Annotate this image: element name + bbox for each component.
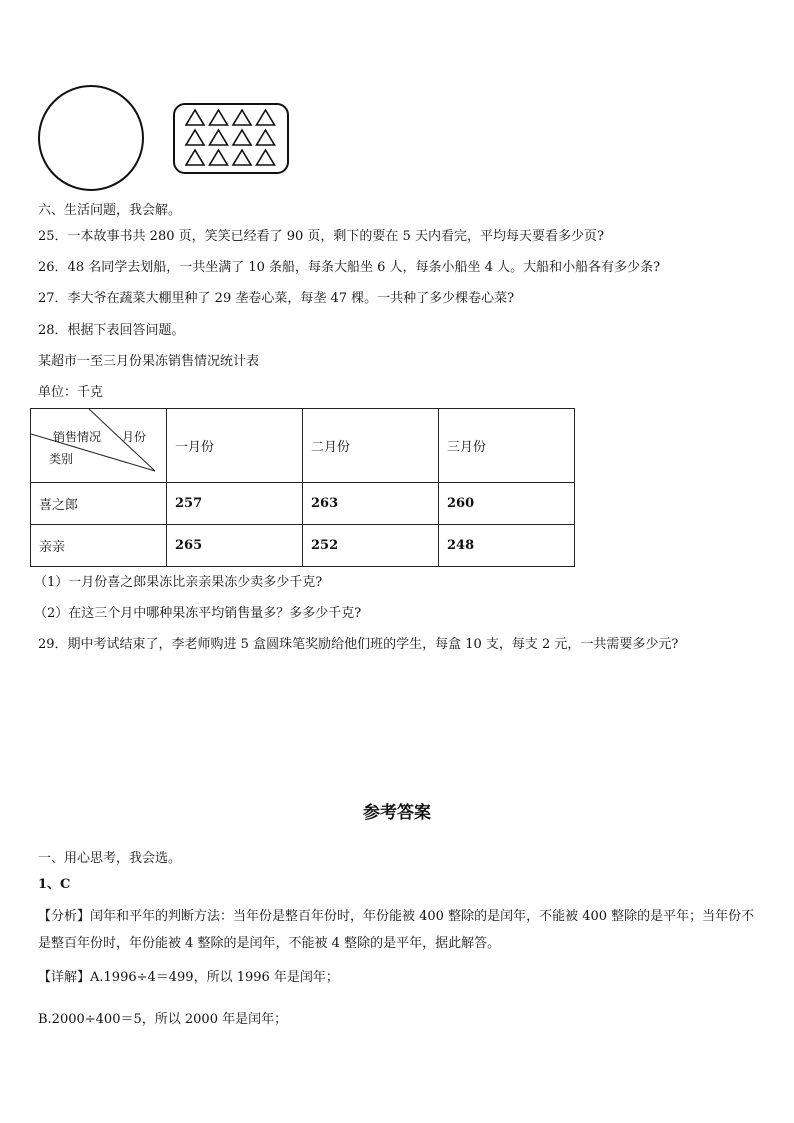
answers-section1-heading: 一、用心思考，我会选。 (38, 851, 182, 866)
triangle-shape (257, 150, 275, 165)
answers-title: 参考答案 (363, 803, 431, 823)
row-name-xizhilang: 喜之郎 (31, 483, 167, 525)
triangle-shape (186, 130, 204, 145)
question-29: 29．期中考试结束了，李老师购进 5 盒圆珠笔奖励给他们班的学生，每盒 10 支，每支 2 元，一共需要多少元? (38, 637, 679, 652)
header-category-label: 类别 (49, 452, 74, 466)
table-title: 某超市一至三月份果冻销售情况统计表 (38, 354, 260, 369)
triangle-shape (186, 110, 204, 125)
triangle-shape (210, 130, 228, 145)
column-header-jan: 一月份 (167, 409, 303, 483)
table-header-row (31, 409, 575, 483)
triangle-shape (233, 130, 251, 145)
header-month-label: 月份 (121, 430, 146, 444)
question-28-2: （2）在这三个月中哪种果冻平均销售量多？多多少千克? (34, 606, 362, 621)
question-28: 28．根据下表回答问题。 (38, 323, 185, 338)
table-cell: 265 (167, 525, 303, 567)
row-name-qinqin: 亲亲 (31, 525, 167, 567)
question-27: 27．李大爷在蔬菜大棚里种了 29 垄卷心菜，每垄 47 棵。一共种了多少棵卷心菜? (38, 291, 515, 306)
table-row (31, 525, 575, 567)
answer-analysis: 【分析】闰年和平年的判断方法：当年份是整百年份时，年份能被 400 整除的是闰年，不能被 400 整除的是平年；当年份不是整百年份时，年份能被 4 整除的是闰年，不能被 4 整除的是平年，据此解答。 (38, 909, 755, 951)
question-25: 25．一本故事书共 280 页，笑笑已经看了 90 页，剩下的要在 5 天内看完，平均每天要看多少页? (38, 229, 604, 244)
table-row (31, 483, 575, 525)
question-26: 26．48 名同学去划船，一共坐满了 10 条船，每条大船坐 6 人，每条小船坐 4 人。大船和小船各有多少条? (38, 260, 661, 275)
sales-table (30, 408, 575, 567)
triangles-figure (172, 102, 292, 176)
triangle-shape (233, 110, 251, 125)
table-cell: 257 (167, 483, 303, 525)
answer-item-1: 1、C (38, 877, 71, 892)
table-cell: 260 (439, 483, 575, 525)
table-cell: 252 (303, 525, 439, 567)
diagonal-header-cell (31, 409, 167, 483)
circle-figure (36, 84, 148, 194)
triangle-shape (186, 150, 204, 165)
answer-detail-b: B.2000÷400＝5，所以 2000 年是闰年； (38, 1012, 288, 1027)
answer-detail-a: 【详解】A.1996÷4＝499，所以 1996 年是闰年； (38, 970, 339, 985)
section6-heading: 六、生活问题，我会解。 (38, 203, 182, 218)
diagonal-lines (31, 409, 166, 483)
triangle-shape (257, 110, 275, 125)
column-header-feb: 二月份 (303, 409, 439, 483)
question-28-1: （1）一月份喜之郎果冻比亲亲果冻少卖多少千克? (34, 575, 323, 590)
column-header-mar: 三月份 (439, 409, 575, 483)
table-cell: 248 (439, 525, 575, 567)
triangle-shape (210, 150, 228, 165)
table-cell: 263 (303, 483, 439, 525)
triangle-shape (210, 110, 228, 125)
unit-label: 单位：千克 (38, 385, 104, 400)
triangle-shape (257, 130, 275, 145)
triangle-shape (233, 150, 251, 165)
header-sales-label: 销售情况 (53, 430, 102, 444)
